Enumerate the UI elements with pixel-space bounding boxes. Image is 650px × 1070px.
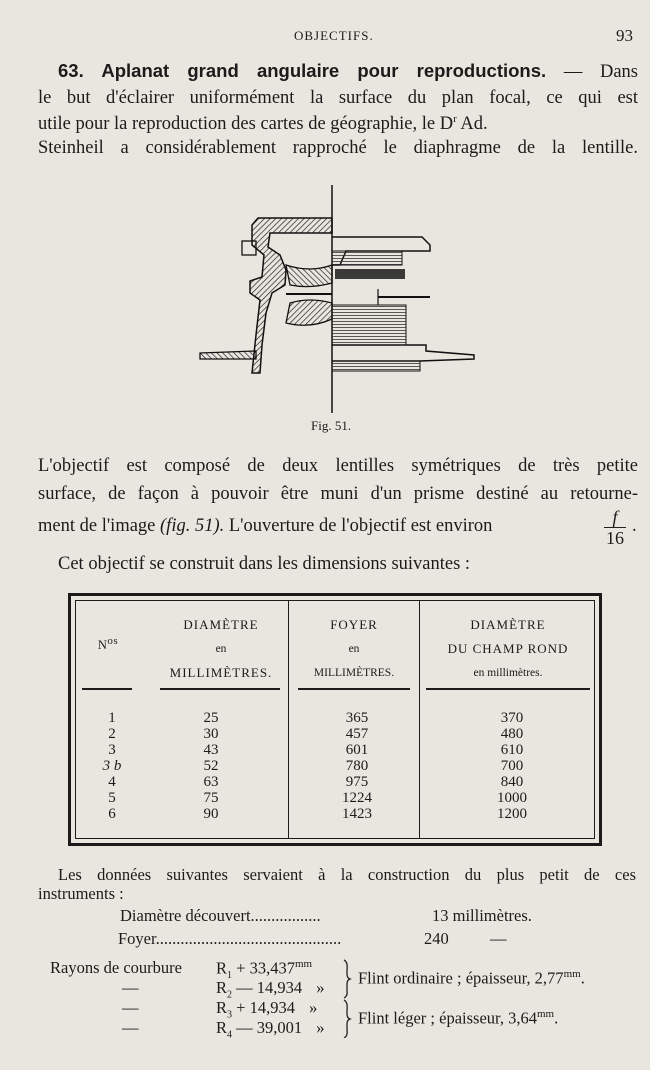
diametre-label: Diamètre découvert................. xyxy=(120,906,321,925)
figure-reference: (fig. 51). xyxy=(160,516,225,536)
table-cell: 1224 xyxy=(342,790,372,806)
para-text: L'objectif est composé de deux lentilles symétriques de très petite xyxy=(38,456,638,476)
aperture-fraction xyxy=(600,508,630,547)
header-rule xyxy=(426,688,590,690)
table-cell: 3 b xyxy=(102,758,122,774)
section-heading xyxy=(58,60,638,83)
table-cell: 90 xyxy=(203,806,219,822)
rayons-label: Rayons de courbure xyxy=(50,958,182,977)
header-champ: DIAMÈTRE DU CHAMP ROND en millimètres. xyxy=(447,617,569,679)
table-cell: 700 xyxy=(500,758,524,774)
section-text: le but d'éclairer uniformément la surface du plan focal, ce qui est xyxy=(38,88,638,108)
table-cell: 30 xyxy=(203,726,219,742)
section-title: Aplanat grand angulaire pour reproductions. xyxy=(101,60,547,81)
figure-caption: Fig. 51. xyxy=(311,418,352,433)
column-nos xyxy=(90,710,134,822)
table-cell: 365 xyxy=(345,710,369,726)
table-cell: 3 xyxy=(108,742,116,758)
flint-leger: Flint léger ; épaisseur, $3,64^{mm}$. xyxy=(358,1008,559,1028)
brace-pair-figure xyxy=(340,958,354,1038)
table-cell: 780 xyxy=(345,758,369,774)
header-foyer: FOYER en MILLIMÈTRES. xyxy=(313,617,395,679)
section-line-3 xyxy=(38,113,638,135)
column-foyer xyxy=(312,710,402,822)
header-rule xyxy=(82,688,132,690)
table-cell: 52 xyxy=(203,758,219,774)
para-text: L'ouverture de l'objectif est environ xyxy=(224,516,493,536)
table-cell: 5 xyxy=(108,790,116,806)
header-nos: Nos xyxy=(97,635,119,653)
section-text: utile pour la reproduction des cartes de géographie, le D xyxy=(38,114,454,135)
diametre-value: 13 millimètres. xyxy=(432,906,532,925)
header-rule xyxy=(298,688,410,690)
column-divider xyxy=(288,601,289,838)
table-cell: 43 xyxy=(203,742,219,758)
rayon-r2: $R_2$ — 14,934 » xyxy=(216,978,325,1001)
table-cell: 1200 xyxy=(497,806,527,822)
dimensions-table xyxy=(68,593,602,846)
section-number: 63. xyxy=(58,60,84,81)
rayon-r1: $R_1 + 33,437^{mm}$ xyxy=(216,958,313,981)
rayon-r2-dash: — xyxy=(122,978,139,997)
para1-line-1 xyxy=(38,456,638,477)
foyer-label: Foyer............................................. xyxy=(118,929,342,948)
table-cell: 1 xyxy=(108,710,116,726)
page-number: 93 xyxy=(616,26,633,45)
column-diametre xyxy=(166,710,256,822)
table-cell: 1000 xyxy=(497,790,527,806)
table-cell: 63 xyxy=(203,774,219,790)
section-text-dash: — Dans xyxy=(563,62,638,82)
para1-line-2 xyxy=(38,484,638,505)
fraction-denominator: 16 xyxy=(606,528,624,548)
flint-ordinaire: Flint ordinaire ; épaisseur, $2,77^{mm}$. xyxy=(358,968,585,988)
lens-cross-section-figure xyxy=(190,185,480,415)
table-cell: 75 xyxy=(203,790,219,806)
table-cell: 480 xyxy=(500,726,524,742)
para1-line-3 xyxy=(38,516,492,537)
section-text: Steinheil a considérablement rapproché le diaphragme de la lentille. xyxy=(38,138,638,158)
section-text: Ad. xyxy=(456,114,488,135)
table-cell: 610 xyxy=(500,742,524,758)
fraction-period: . xyxy=(632,516,637,536)
table-cell: 4 xyxy=(108,774,116,790)
table-cell: 2 xyxy=(108,726,116,742)
table-cell: 601 xyxy=(345,742,369,758)
column-champ xyxy=(462,710,562,822)
rayon-r4-dash: — xyxy=(122,1018,139,1037)
para2-line-1: Les données suivantes servaient à la construction du plus petit de ces xyxy=(58,865,636,884)
table-cell: 6 xyxy=(108,806,116,822)
superscript: r xyxy=(453,113,457,125)
table-cell: 457 xyxy=(345,726,369,742)
para1-line-4: Cet objectif se construit dans les dimensions suivantes : xyxy=(58,554,471,574)
table-frame xyxy=(75,600,595,839)
para-text: surface, de façon à pouvoir être muni d'un prisme destiné au retourne- xyxy=(38,484,638,504)
running-title: OBJECTIFS. xyxy=(294,28,374,43)
table-cell: 25 xyxy=(203,710,219,726)
para-text: ment de l'image xyxy=(38,516,161,536)
fraction-numerator: f xyxy=(612,507,618,527)
foyer-dash: — xyxy=(490,929,507,948)
rayon-r3: $R_3 + 14,934$ » xyxy=(216,998,318,1021)
header-diametre: DIAMÈTRE en MILLIMÈTRES. xyxy=(169,617,273,680)
rayon-r4: $R_4$ — 39,001 » xyxy=(216,1018,325,1041)
column-divider xyxy=(419,601,420,838)
para2-line-2: instruments : xyxy=(38,884,124,903)
foyer-value: 240 xyxy=(424,929,449,948)
header-rule xyxy=(160,688,280,690)
table-cell: 1423 xyxy=(342,806,372,822)
table-cell: 370 xyxy=(500,710,524,726)
section-line-2 xyxy=(38,88,638,109)
section-line-4 xyxy=(38,138,638,159)
table-cell: 840 xyxy=(500,774,524,790)
rayon-r3-dash: — xyxy=(122,998,139,1017)
table-cell: 975 xyxy=(345,774,369,790)
